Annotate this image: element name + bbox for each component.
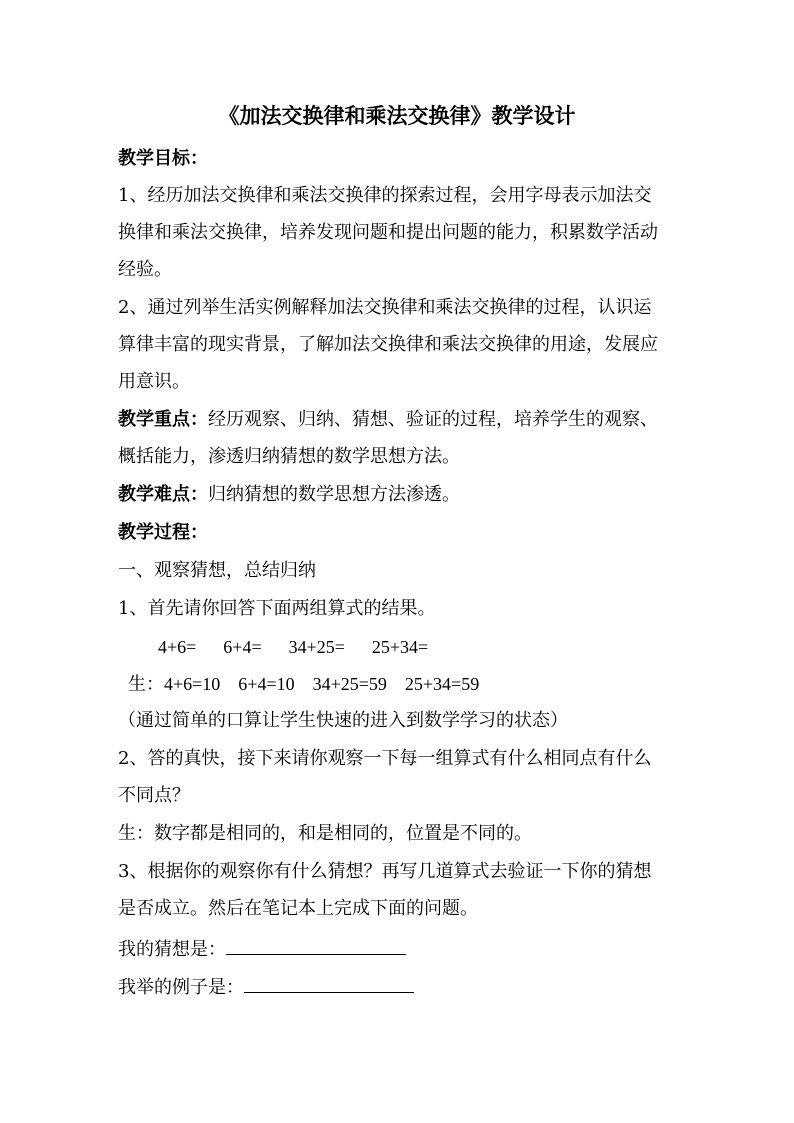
example-label: 我举的例子是：: [118, 977, 244, 998]
step-1: 1、首先请你回答下面两组算式的结果。: [118, 598, 436, 619]
guess-line: [118, 934, 406, 963]
difficulty-text: 归纳猜想的数学思想方法渗透。: [208, 484, 460, 505]
difficulty-line: [118, 482, 460, 508]
key-point-text: 经历观察、归纳、猜想、验证的过程，培养学生的观察、: [208, 409, 658, 430]
teaching-note: （通过简单的口算让学生快速的进入到数学学习的状态）: [118, 710, 568, 731]
process-heading: 教学过程：: [118, 522, 208, 543]
document-title: 《加法交换律和乘法交换律》教学设计: [218, 103, 576, 128]
step-3-line-2: 是否成立。然后在笔记本上完成下面的问题。: [118, 898, 478, 919]
objective-2-line-1: 2、通过列举生活实例解释加法交换律和乘法交换律的过程，认识运: [118, 297, 652, 318]
step-3-line-1: 3、根据你的观察你有什么猜想？再写几道算式去验证一下你的猜想: [118, 861, 652, 882]
guess-label: 我的猜想是：: [118, 939, 226, 960]
step-2-line-1: 2、答的真快，接下来请你观察一下每一组算式有什么相同点有什么: [118, 748, 652, 769]
key-point-line-1: [118, 407, 658, 433]
step-2-line-2: 不同点？: [118, 785, 190, 806]
objective-2-line-2: 算律丰富的现实背景，了解加法交换律和乘法交换律的用途，发展应: [118, 334, 658, 355]
objectives-heading: 教学目标：: [118, 148, 208, 169]
objective-2-line-3: 用意识。: [118, 371, 190, 392]
example-blank[interactable]: [244, 972, 414, 993]
difficulty-label: 教学难点：: [118, 484, 208, 505]
equations-line: 4+6= 6+4= 34+25= 25+34=: [158, 637, 429, 657]
section-1-heading: 一、观察猜想，总结归纳: [118, 560, 316, 581]
example-line: [118, 972, 414, 1001]
objective-1-line-1: 1、经历加法交换律和乘法交换律的探索过程，会用字母表示加法交: [118, 185, 652, 206]
key-point-line-2: 概括能力，渗透归纳猜想的数学思想方法。: [118, 446, 460, 467]
key-point-label: 教学重点：: [118, 409, 208, 430]
guess-blank[interactable]: [226, 934, 406, 955]
student-answer: 生：数字都是相同的，和是相同的，位置是不同的。: [118, 823, 532, 844]
objective-1-line-3: 经验。: [118, 259, 172, 280]
answers-line: 生：4+6=10 6+4=10 34+25=59 25+34=59: [128, 674, 480, 694]
objective-1-line-2: 换律和乘法交换律，培养发现问题和提出问题的能力，积累数学活动: [118, 222, 658, 243]
